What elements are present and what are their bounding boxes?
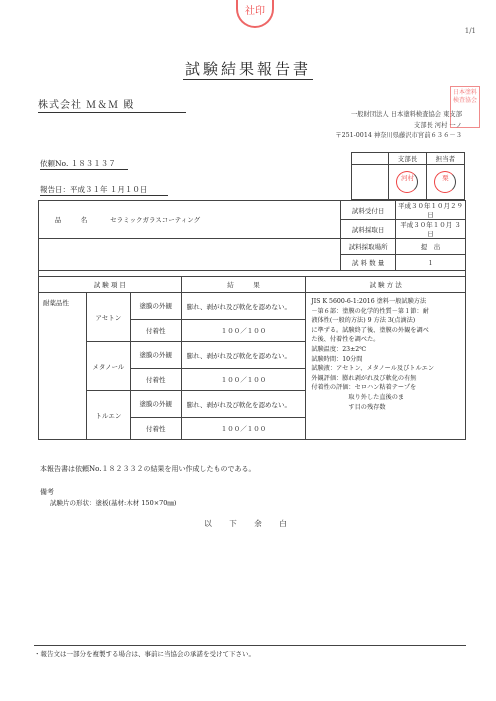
appearance-label: 塗膜の外観 <box>130 391 181 418</box>
method-line: 外観評価：膨れ剥がれ及び軟化の有無 <box>311 374 417 382</box>
method-line: 付着性の評価：セロハン粘着テープを <box>311 384 417 392</box>
sig-header-staff: 担当者 <box>427 153 464 165</box>
sampling-date-label: 試料採取日 <box>341 220 396 239</box>
sample-qty-label: 試 料 数 量 <box>341 255 396 271</box>
method-line: 液体性(一般的方法) 9 方法 3(点滴法) <box>311 317 416 325</box>
adhesion-label: 付着性 <box>130 320 181 342</box>
adhesion-label: 付着性 <box>130 369 181 391</box>
stamp-text: 社印 <box>245 6 265 17</box>
sample-qty-value: １ <box>396 255 466 271</box>
receipt-date-value: 平成３０年１０月２９日 <box>396 201 466 220</box>
sampling-place-value: 提 出 <box>396 239 466 255</box>
sig-cell-blank <box>352 165 389 201</box>
product-cell <box>39 201 341 239</box>
request-number: 依頼No. １８３１３７ <box>40 158 128 170</box>
hanko-seal: 河村 <box>396 171 418 193</box>
adhesion-result: １００／１００ <box>181 418 306 440</box>
method-line: 取り外した直後のま <box>311 393 405 401</box>
sampling-date-value: 平成３０年１０月 ３ 日 <box>396 220 466 239</box>
method-description <box>306 293 466 440</box>
sig-cell-branch-head <box>389 165 426 201</box>
issuer-head: 支部長 河村 一ノ <box>413 121 462 129</box>
method-line: た後、付着性を調べた。 <box>311 336 380 344</box>
appearance-result: 膨れ、剥がれ及び軟化を認めない。 <box>181 391 306 418</box>
hanko-seal: 栗 <box>434 171 456 193</box>
end-mark: 以 下 余 白 <box>204 519 292 528</box>
issuer-block <box>335 110 462 142</box>
page-number: 1/1 <box>464 27 476 35</box>
method-line: 試験温度：23±2℃ <box>311 345 367 353</box>
report-note: 本報告書は依頼No.１８２３３２の結果を用い作成したものである。 <box>40 465 256 473</box>
sig-cell-staff <box>427 165 464 201</box>
footer-note: ・報告文は一部分を複製する場合は、事前に当協会の承諾を受けて下さい。 <box>34 645 466 658</box>
appearance-result: 膨れ、剥がれ及び軟化を認めない。 <box>181 293 306 320</box>
method-line: 試験液：アセトン、メタノール及びトルエン <box>311 365 435 373</box>
association-seal: 日本塗料検査協会 <box>450 86 480 128</box>
adhesion-label: 付着性 <box>130 418 181 440</box>
result-header: 結 果 <box>181 277 306 293</box>
report-table <box>38 200 466 440</box>
chemical-name: メタノール <box>86 342 130 391</box>
sig-header-blank <box>352 153 389 165</box>
remarks-label: 備考 <box>40 488 54 496</box>
method-line: 試験時間：10分間 <box>311 355 363 363</box>
client-name: 株式会社 Ｍ＆Ｍ 殿 <box>38 96 186 113</box>
company-stamp <box>236 0 274 28</box>
category-cell: 耐薬品性 <box>39 293 87 440</box>
report-date: 報告日：平成３１年 １月１０日 <box>40 184 168 196</box>
chemical-name: アセトン <box>86 293 130 342</box>
issuer-org: 一般財団法人 日本塗料検査協会 東支部 <box>350 111 462 118</box>
method-line: に準ずる。試験終了後、塗膜の外観を調べ <box>311 326 429 334</box>
appearance-label: 塗膜の外観 <box>130 342 181 369</box>
method-line: －第６部：塗膜の化学的性質－第１節：耐 <box>311 307 429 315</box>
signature-box <box>351 152 465 200</box>
appearance-label: 塗膜の外観 <box>130 293 181 320</box>
title-text: 試験結果報告書 <box>184 60 311 78</box>
test-item-header: 試 験 項 目 <box>39 277 182 293</box>
method-line: す目の残存数 <box>311 403 386 411</box>
adhesion-result: １００／１００ <box>181 369 306 391</box>
document-title <box>0 58 496 79</box>
specimen-shape: 試験片の形状：塗板(基材:木材 150×70㎜) <box>50 499 177 507</box>
adhesion-result: １００／１００ <box>181 320 306 342</box>
chemical-name: トルエン <box>86 391 130 440</box>
sig-header-branch-head: 支部長 <box>389 153 426 165</box>
method-line: JIS K 5600-6-1:2016 塗料一般試験方法 <box>311 298 427 305</box>
appearance-result: 膨れ、剥がれ及び軟化を認めない。 <box>181 342 306 369</box>
receipt-date-label: 試料受付日 <box>341 201 396 220</box>
sampling-place-label: 試料採取場所 <box>341 239 396 255</box>
product-value: セラミックガラスコーティング <box>110 216 201 224</box>
method-header: 試 験 方 法 <box>306 277 466 293</box>
product-label: 品 名 <box>54 216 88 224</box>
blank-info-cell <box>39 239 341 271</box>
issuer-address: 〒251-0014 神奈川県藤沢市宮前６３６－３ <box>335 132 462 139</box>
